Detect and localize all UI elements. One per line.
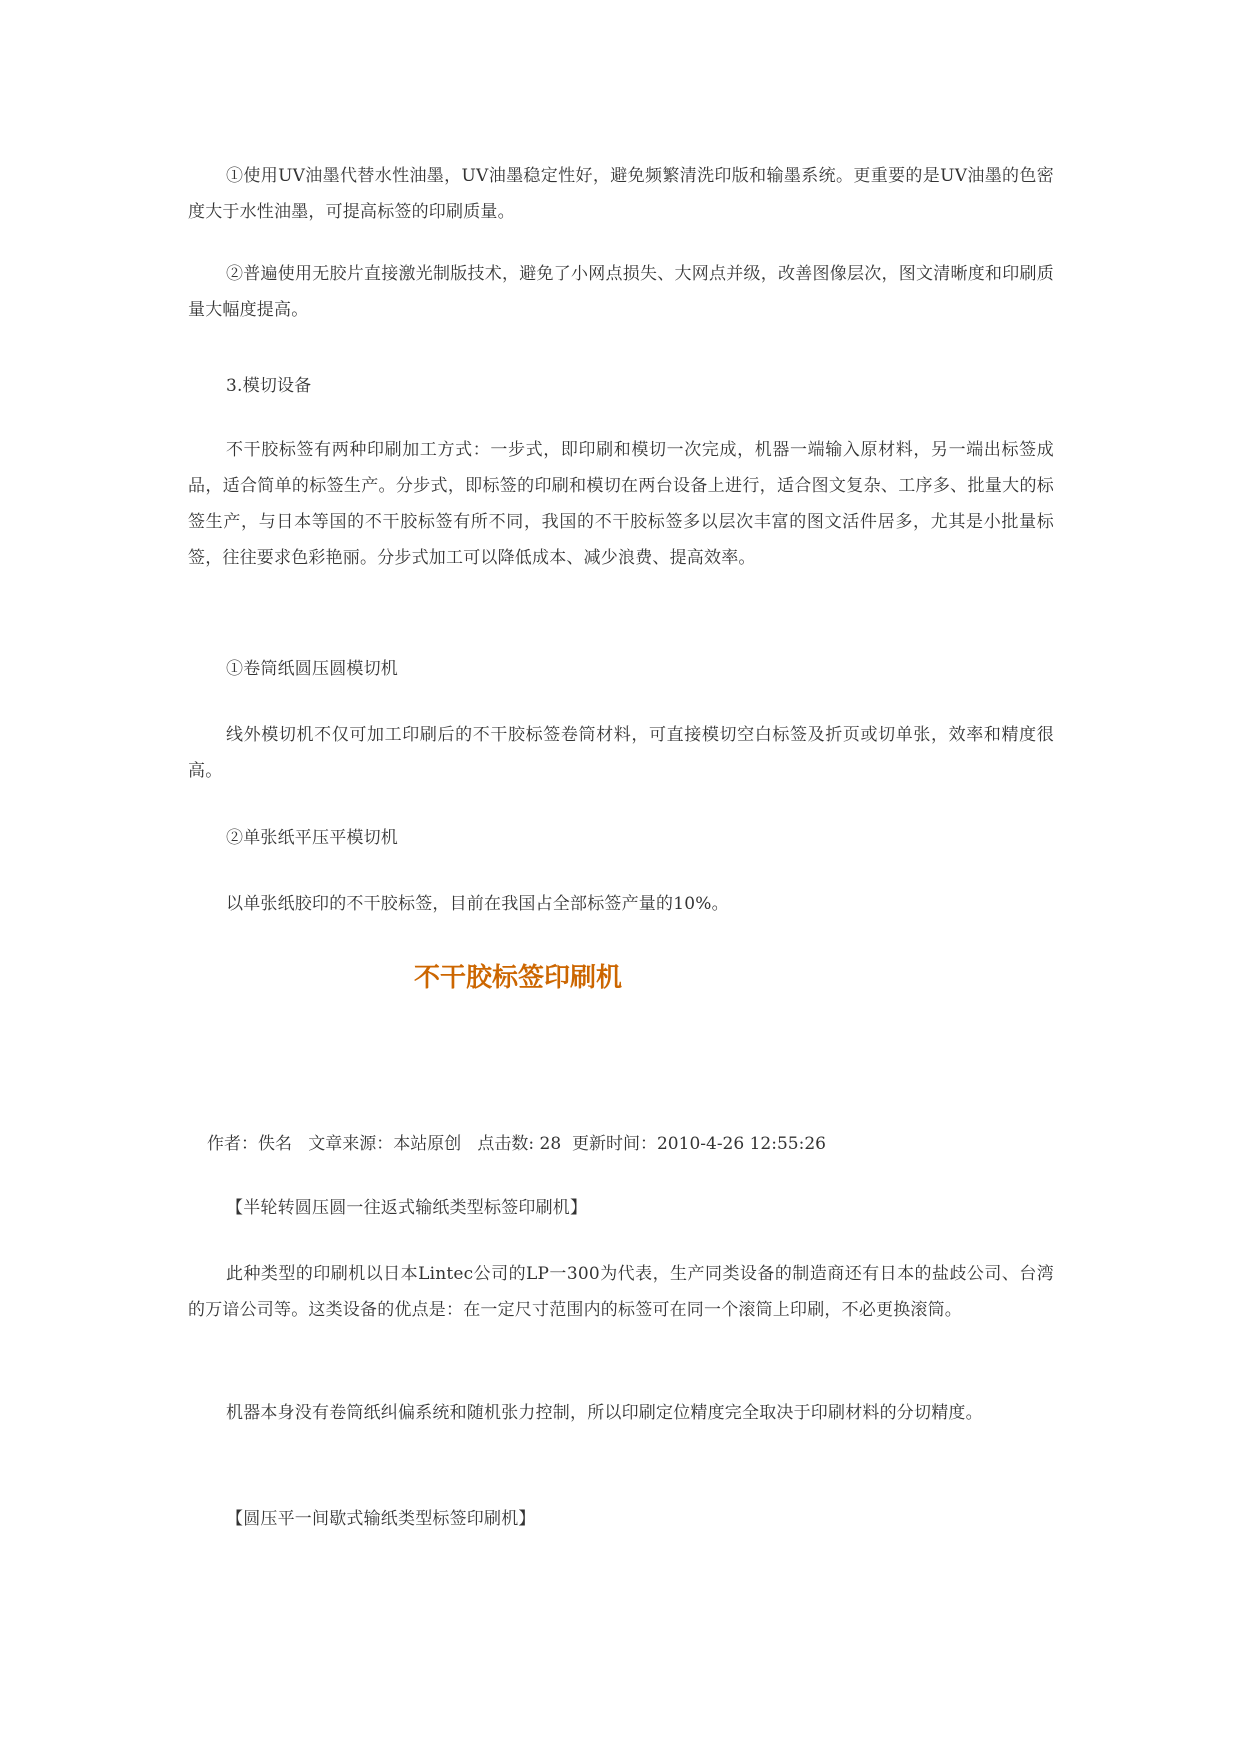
article-title: 不干胶标签印刷机 xyxy=(414,963,623,993)
paragraph-no-web-guide: 机器本身没有卷筒纸纠偏系统和随机张力控制，所以印刷定位精度完全取决于印刷材料的分切精度。 xyxy=(226,1403,983,1423)
list-item-flatbed-die-cutter: ②单张纸平压平模切机 xyxy=(226,828,398,848)
article-meta-line: 作者：佚名 文章来源：本站原创 点击数: 28 更新时间：2010-4-26 12:55:26 xyxy=(207,1134,826,1154)
paragraph-ctp-plate: ②普遍使用无胶片直接激光制版技术，避免了小网点损失、大网点并级，改善图像层次，图文清晰度和印刷质量大幅度提高。 xyxy=(188,264,1054,320)
paragraph-lintec-press: 此种类型的印刷机以日本Lintec公司的LP一300为代表，生产同类设备的制造商还有日本的盐歧公司、台湾的万谙公司等。这类设备的优点是：在一定尺寸范围内的标签可在同一个滚筒上印刷，不必更换滚筒。 xyxy=(188,1264,1054,1320)
paragraph-uv-ink: ①使用UV油墨代替水性油墨，UV油墨稳定性好，避免频繁清洗印版和输墨系统。更重要的是UV油墨的色密度大于水性油墨，可提高标签的印刷质量。 xyxy=(188,166,1054,222)
section-heading-semi-rotary: 【半轮转圆压圆一往返式输纸类型标签印刷机】 xyxy=(226,1198,588,1218)
list-item-rotary-die-cutter: ①卷筒纸圆压圆模切机 xyxy=(226,659,398,679)
paragraph-processing-methods: 不干胶标签有两种印刷加工方式：一步式，即印刷和模切一次完成，机器一端输入原材料，另一端出标签成品，适合简单的标签生产。分步式，即标签的印刷和模切在两台设备上进行，适合图文复杂、工序多、批量大的标签生产，与日本等国的不干胶标签有所不同，我国的不干胶标签多以层次丰富的图文活件居多，尤其是小批量标签，往往要求色彩艳丽。分步式加工可以降低成本、减少浪费、提高效率。 xyxy=(188,440,1054,568)
heading-die-cutting: 3.模切设备 xyxy=(226,376,312,396)
paragraph-sheet-labels: 以单张纸胶印的不干胶标签，目前在我国占全部标签产量的10%。 xyxy=(226,894,729,914)
section-heading-intermittent: 【圆压平一间歇式输纸类型标签印刷机】 xyxy=(226,1509,536,1529)
paragraph-offline-die-cutter: 线外模切机不仅可加工印刷后的不干胶标签卷筒材料，可直接模切空白标签及折页或切单张，效率和精度很高。 xyxy=(188,725,1054,781)
